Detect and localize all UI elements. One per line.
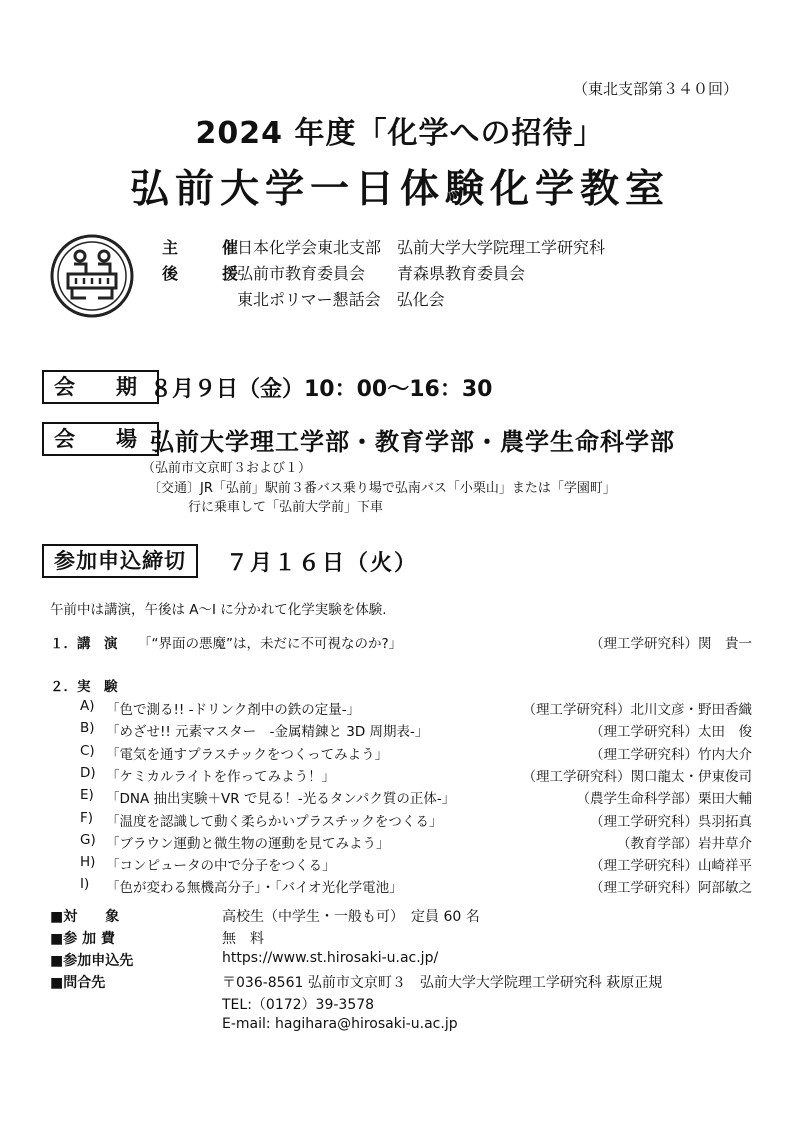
experiment-title: 「ケミカルライトを作ってみよう！」 [106, 768, 336, 785]
session-date: ８月９日（金）10：00〜16：30 [150, 377, 493, 402]
experiment-letter: A) [80, 698, 95, 714]
venue-address: （弘前市文京町３および１） [142, 461, 312, 476]
experiment-row [80, 810, 752, 832]
target-label: ■対 象 [50, 909, 120, 925]
contact-tel: TEL:（0172）39-3578 [222, 997, 375, 1013]
experiment-title: 「めざせ!! 元素マスター -金属精錬と 3D 周期表-」 [106, 724, 429, 741]
contact-address: 〒036-8561 弘前市文京町３ 弘前大学大学院理工学研究科 萩原正規 [222, 975, 663, 991]
title-line-1: 2024 年度「化学への招待」 [195, 116, 605, 151]
edition-number: （東北支部第３４０回） [572, 80, 738, 98]
lecture-heading: １．講 演 [50, 636, 118, 652]
lecture-title: 「“界面の悪魔”は，未だに不可視なのか?」 [138, 636, 403, 652]
experiment-instructor: （理工学研究科）竹内大介 [590, 746, 752, 763]
transport-line-2: 行に乗車して「弘前大学前」下車 [188, 500, 384, 515]
experiment-row [80, 698, 752, 720]
experiment-letter: G) [80, 831, 96, 848]
intro-text: 午前中は講演，午後は A〜I に分かれて化学実験を体験. [50, 602, 387, 618]
contact-label: ■問合先 [50, 975, 106, 991]
experiment-instructor: （農学生命科学部）栗田大輔 [576, 791, 752, 808]
host-label: 主 催 [162, 238, 253, 257]
host-value: 日本化学会東北支部 弘前大学大学院理工学研究科 [237, 238, 606, 257]
experiment-instructor: （教育学部）岩井草介 [617, 835, 752, 852]
experiment-instructor: （理工学研究科）阿部敏之 [590, 880, 752, 897]
transport-line-1: 〔交通〕JR「弘前」駅前３番バス乗り場で弘南バス「小栗山」または「学園町」 [148, 481, 616, 496]
experiment-letter: D) [80, 764, 96, 781]
apply-link[interactable]: https://www.st.hirosaki-u.ac.jp/ [222, 950, 439, 966]
venue-name: 弘前大学理工学部・教育学部・農学生命科学部 [150, 428, 675, 456]
experiment-title: 「色で測る!! -ドリンク剤中の鉄の定量-」 [106, 702, 361, 718]
page-title: 弘前大学一日体験化学教室 [129, 167, 670, 212]
experiment-title: 「電気を通すプラスチックをつくってみよう」 [106, 746, 389, 763]
csj-logo-icon [50, 234, 134, 318]
experiment-instructor: （理工学研究科）北川文彦・野田香織 [522, 702, 752, 718]
target-value: 高校生（中学生・一般も可） 定員 60 名 [222, 909, 480, 925]
experiment-letter: H) [80, 854, 96, 871]
experiments-heading: ２．実 験 [50, 679, 118, 695]
experiment-letter: B) [80, 720, 95, 737]
experiment-title: 「色が変わる無機高分子」・「バイオ光化学電池」 [106, 880, 403, 897]
experiment-instructor: （理工学研究科）呉羽拓真 [590, 813, 752, 830]
deadline-date: ７月１６日（火） [226, 551, 419, 576]
experiment-title: 「温度を認識して動く柔らかいプラスチックをつくる」 [106, 813, 443, 830]
experiment-row [80, 765, 752, 787]
apply-label: ■参加申込先 [50, 953, 134, 969]
experiment-row [80, 720, 752, 742]
experiment-title: 「コンピュータの中で分子をつくる」 [106, 858, 336, 875]
session-label: 会 期 [42, 370, 159, 404]
support-label: 後 援 [162, 264, 253, 283]
lecture-speaker: （理工学研究科）関 貴一 [590, 636, 752, 652]
experiment-letter: E) [80, 787, 94, 804]
support-line-1: 弘前市教育委員会 青森県教育委員会 [237, 264, 526, 283]
experiment-letter: I) [80, 876, 90, 893]
fee-value: 無 料 [222, 931, 264, 947]
experiment-instructor: （理工学研究科）太田 俊 [590, 724, 752, 741]
experiment-letter: C) [80, 742, 95, 759]
experiment-row [80, 787, 752, 809]
venue-label: 会 場 [42, 422, 159, 456]
contact-email[interactable]: E-mail: hagihara@hirosaki-u.ac.jp [222, 1016, 458, 1032]
experiment-row [80, 743, 752, 765]
experiment-instructor: （理工学研究科）関口龍太・伊東俊司 [522, 768, 752, 785]
fee-label: ■参 加 費 [50, 931, 115, 947]
experiment-letter: F) [80, 809, 94, 826]
experiment-row [80, 832, 752, 854]
experiment-row [80, 876, 752, 898]
support-line-2: 東北ポリマー懇話会 弘化会 [237, 290, 445, 309]
experiment-title: 「DNA 抽出実験＋VR で見る！-光るタンパク質の正体-」 [106, 791, 456, 808]
experiment-title: 「ブラウン運動と微生物の運動を見てみよう」 [106, 835, 390, 852]
deadline-label: 参加申込締切 [42, 544, 198, 578]
experiment-row [80, 854, 752, 876]
experiment-instructor: （理工学研究科）山崎祥平 [590, 858, 752, 875]
